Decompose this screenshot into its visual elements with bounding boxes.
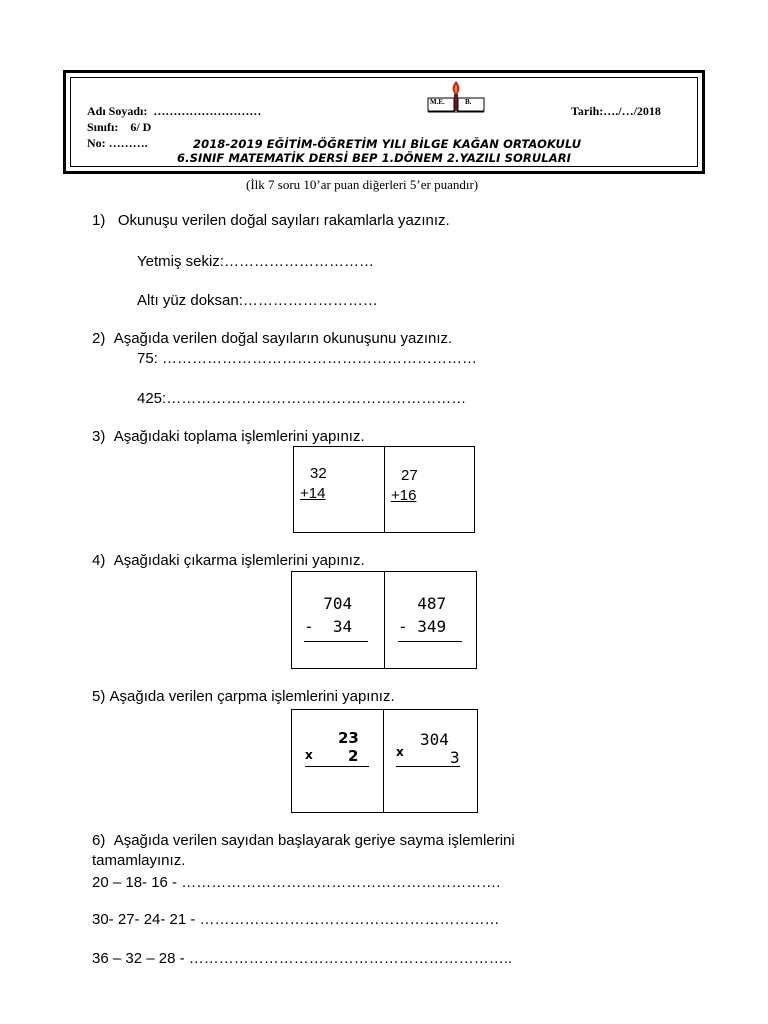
question-3-text: Aşağıdaki toplama işlemlerini yapınız.	[113, 428, 365, 445]
subtraction-left-line-1: 704	[304, 594, 353, 613]
subtraction-left-rule	[304, 641, 368, 642]
addition-right-bottom: +16	[391, 487, 417, 504]
question-4-number: 4)	[92, 552, 106, 569]
question-1-number: 1)	[92, 212, 106, 229]
multiplication-left-rule	[305, 766, 369, 767]
meb-logo	[424, 78, 488, 118]
multiplication-left-top: 23	[338, 729, 359, 747]
header-title-line1: 2018-2019 EĞİTİM-ÖĞRETİM YILI BİLGE KAĞAN ORTAOKULU	[193, 137, 582, 151]
question-5-number: 5)	[92, 688, 106, 705]
addition-left-top: 32	[310, 465, 327, 482]
addition-box-divider	[384, 447, 385, 532]
question-6	[92, 832, 515, 849]
class-field	[87, 120, 151, 135]
question-2-item-2: 425:……………………………………………………	[137, 390, 467, 407]
header-title-line2: 6.SINIF MATEMATİK DERSİ BEP 1.DÖNEM 2.YAZILI SORULARI	[177, 151, 572, 165]
addition-left-bottom: +14	[300, 485, 326, 502]
question-2-number: 2)	[92, 330, 106, 347]
scoring-note: (İlk 7 soru 10’ar puan diğerleri 5’er puandır)	[246, 177, 479, 192]
multiplication-left-bottom: 2	[348, 747, 359, 765]
logo-left-text: M.E.	[430, 98, 445, 106]
question-1	[92, 212, 450, 229]
multiplication-right-operator: x	[396, 745, 404, 759]
question-1-item-2: Altı yüz doksan:………………………	[137, 292, 378, 309]
question-4-text: Aşağıdaki çıkarma işlemlerini yapınız.	[113, 552, 365, 569]
subtraction-right-line-1: 487	[398, 594, 447, 613]
question-3	[92, 428, 365, 445]
question-5-text: Aşağıda verilen çarpma işlemlerini yapınız.	[109, 688, 395, 705]
question-6-sequence-3: 36 – 32 – 28 - ………………………………………………………..	[92, 950, 513, 967]
question-5	[92, 688, 395, 705]
no-label: No:	[87, 136, 106, 150]
subtraction-left-line-2: - 34	[304, 617, 353, 636]
question-2	[92, 330, 452, 347]
question-4	[92, 552, 365, 569]
no-dots: ……….	[108, 136, 148, 150]
class-label: Sınıfı:	[87, 120, 119, 134]
question-1-item-1: Yetmiş sekiz:…………………………	[137, 253, 374, 270]
date-field: Tarih:…./…/2018	[571, 104, 661, 118]
question-6-sequence-1: 20 – 18- 16 - ……………………………………………………….	[92, 874, 501, 891]
question-1-text: Okunuşu verilen doğal sayıları rakamlarla yazınız.	[117, 212, 450, 229]
addition-right-top: 27	[401, 467, 418, 484]
multiplication-right-rule	[396, 766, 460, 767]
multiplication-left-operator: x	[305, 748, 313, 762]
multiplication-box	[291, 709, 478, 813]
question-2-text: Aşağıda verilen doğal sayıların okunuşunu yazınız.	[113, 330, 453, 347]
question-2-item-1: 75: ………………………………………………………	[137, 350, 478, 367]
question-6-number: 6)	[92, 832, 106, 849]
question-3-number: 3)	[92, 428, 106, 445]
subtraction-box-divider	[384, 572, 385, 668]
multiplication-right-bottom: 3	[450, 748, 460, 767]
question-6-sequence-2: 30- 27- 24- 21 - ……………………………………………………	[92, 911, 500, 928]
addition-box	[293, 446, 475, 533]
subtraction-right-rule	[398, 641, 462, 642]
multiplication-right-top: 304	[420, 730, 449, 749]
subtraction-box	[291, 571, 477, 669]
logo-right-text: B.	[465, 98, 472, 106]
class-value: 6/ D	[130, 120, 152, 134]
subtraction-right-line-2: - 349	[398, 617, 447, 636]
name-label: Adı Soyadı:	[87, 104, 148, 118]
name-dots: ………………………	[153, 104, 262, 118]
multiplication-box-divider	[383, 710, 384, 812]
no-field	[87, 136, 148, 151]
name-field	[87, 104, 261, 119]
question-6-text-line-1: Aşağıda verilen sayıdan başlayarak geriye sayma işlemlerini	[113, 832, 515, 849]
question-6-text-line-2: tamamlayınız.	[92, 852, 186, 869]
